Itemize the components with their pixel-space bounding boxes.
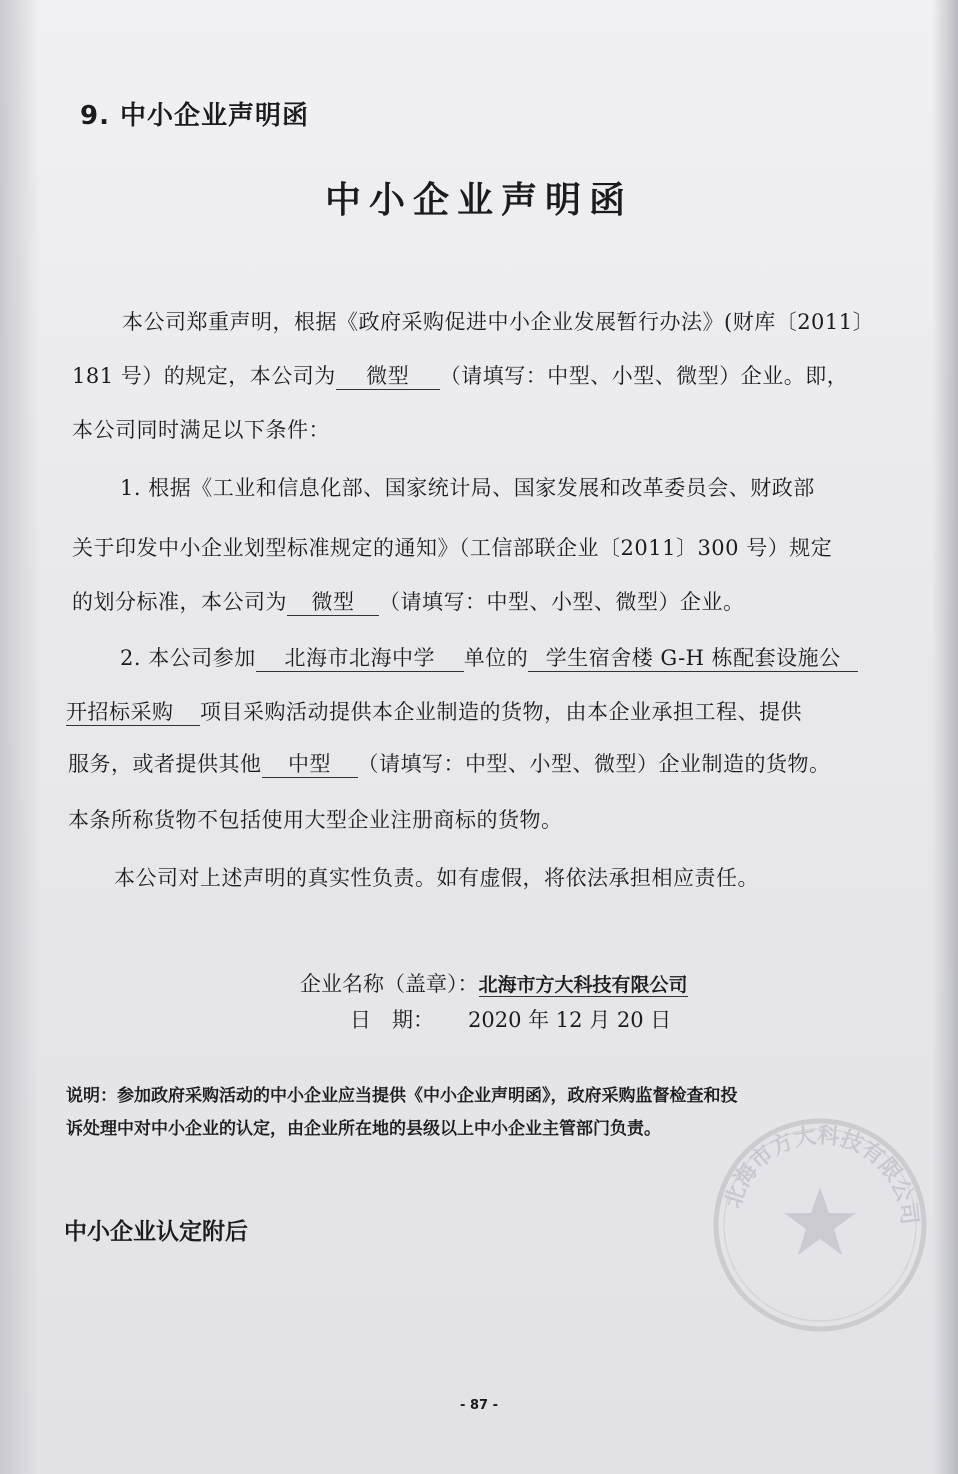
item2-line-3 bbox=[68, 748, 831, 778]
document-title: 中小企业声明函 bbox=[324, 179, 633, 221]
intro-line-2 bbox=[72, 360, 848, 390]
item2-line-1 bbox=[120, 642, 858, 672]
item1-size-field: 微型 bbox=[287, 590, 379, 616]
item2-line-2 bbox=[66, 696, 802, 726]
item1-line-1: 1. 根据《工业和信息化部、国家统计局、国家发展和改革委员会、财政部 bbox=[120, 476, 815, 500]
date-value: 2020 年 12 月 20 日 bbox=[468, 1008, 672, 1032]
seal-text: 北海市方大科技有限公司 bbox=[719, 1122, 923, 1227]
intro-line-1: 本公司郑重声明，根据《政府采购促进中小企业发展暂行办法》(财库〔2011〕 bbox=[122, 310, 875, 334]
section-heading: 9. 中小企业声明函 bbox=[80, 101, 310, 131]
intro-line-2-end: （请填写：中型、小型、微型）企业。即， bbox=[439, 364, 849, 388]
note-line-1: 说明：参加政府采购活动的中小企业应当提供《中小企业声明函》，政府采购监督检查和投 bbox=[66, 1086, 738, 1106]
item1-line-3-end: （请填写：中型、小型、微型）企业。 bbox=[379, 590, 745, 614]
closing-statement: 本公司对上述声明的真实性负责。如有虚假，将依法承担相应责任。 bbox=[114, 866, 759, 890]
company-seal-stamp bbox=[700, 1105, 940, 1345]
date-row bbox=[350, 1004, 671, 1034]
date-label: 日 期： bbox=[350, 1008, 434, 1032]
unit-name-field: 北海市北海中学 bbox=[256, 646, 464, 672]
project-name-field-part1: 学生宿舍楼 G-H 栋配套设施公 bbox=[528, 646, 858, 672]
seal-star-icon bbox=[784, 1187, 856, 1255]
page-number: - 87 - bbox=[460, 1398, 498, 1413]
intro-line-3: 本公司同时满足以下条件： bbox=[72, 418, 330, 442]
note-line-2: 诉处理中对中小企业的认定，由企业所在地的县级以上中小企业主管部门负责。 bbox=[66, 1119, 661, 1139]
attachment-note: 中小企业认定附后 bbox=[64, 1219, 248, 1245]
item2-line-3-start: 服务，或者提供其他 bbox=[68, 752, 262, 776]
item1-line-2: 关于印发中小企业划型标准规定的通知》（工信部联企业〔2011〕300 号）规定 bbox=[72, 536, 833, 560]
other-size-field: 中型 bbox=[262, 752, 358, 778]
item2-line-4: 本条所称货物不包括使用大型企业注册商标的货物。 bbox=[68, 808, 563, 832]
intro-line-2-start: 181 号）的规定，本公司为 bbox=[72, 364, 336, 388]
company-name-label: 企业名称（盖章）： bbox=[300, 972, 479, 996]
company-size-field: 微型 bbox=[336, 364, 440, 390]
project-name-field-part2: 开招标采购 bbox=[66, 700, 200, 726]
company-name-value: 北海市方大科技有限公司 bbox=[478, 974, 688, 996]
company-signature-row bbox=[300, 968, 688, 998]
item2-line-1-mid: 单位的 bbox=[463, 646, 529, 670]
item1-line-3 bbox=[72, 586, 745, 616]
item2-line-3-end: （请填写：中型、小型、微型）企业制造的货物。 bbox=[357, 752, 831, 776]
item2-line-2-text: 项目采购活动提供本企业制造的货物，由本企业承担工程、提供 bbox=[200, 700, 802, 724]
item2-line-1-start: 2. 本公司参加 bbox=[120, 646, 256, 670]
item1-line-3-start: 的划分标准，本公司为 bbox=[72, 590, 287, 614]
